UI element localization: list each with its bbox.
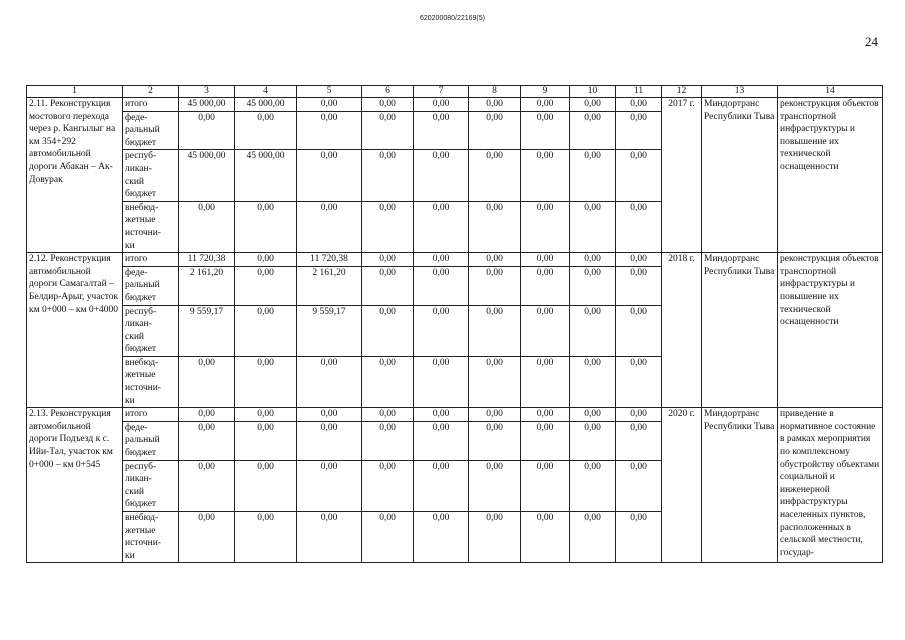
amount-cell: 45 000,00: [179, 150, 235, 201]
amount-cell: 0,00: [297, 98, 362, 112]
amount-cell: 9 559,17: [297, 305, 362, 356]
amount-cell: 0,00: [362, 421, 414, 460]
amount-cell: 0,00: [179, 201, 235, 252]
amount-cell: 0,00: [469, 512, 521, 563]
object-name-cell: 2.11. Реконструкция мостового перехода через р. Кангылыг на км 354+292 автомобильной дороги Абакан – Ак-Довурак: [27, 98, 123, 253]
amount-cell: 45 000,00: [235, 150, 297, 201]
amount-cell: 0,00: [235, 408, 297, 422]
amount-cell: 0,00: [570, 98, 616, 112]
amount-cell: 0,00: [521, 266, 570, 305]
amount-cell: 0,00: [297, 356, 362, 407]
amount-cell: 0,00: [297, 408, 362, 422]
header-cell: 7: [414, 86, 469, 98]
header-cell: 12: [662, 86, 702, 98]
amount-cell: 0,00: [179, 111, 235, 150]
year-cell: 2018 г.: [662, 253, 702, 408]
funding-source-cell: внебюд- жетные источни- ки: [123, 356, 179, 407]
funding-source-cell: итого: [123, 98, 179, 112]
amount-cell: 0,00: [616, 201, 662, 252]
amount-cell: 45 000,00: [179, 98, 235, 112]
amount-cell: 0,00: [235, 111, 297, 150]
header-cell: 8: [469, 86, 521, 98]
amount-cell: 0,00: [570, 201, 616, 252]
amount-cell: 0,00: [235, 356, 297, 407]
amount-cell: 0,00: [570, 408, 616, 422]
table-row: [27, 98, 883, 112]
header-cell: 13: [702, 86, 778, 98]
amount-cell: 0,00: [570, 356, 616, 407]
amount-cell: 0,00: [570, 253, 616, 267]
amount-cell: 0,00: [297, 201, 362, 252]
amount-cell: 0,00: [521, 253, 570, 267]
year-cell: 2020 г.: [662, 408, 702, 563]
amount-cell: 0,00: [469, 201, 521, 252]
funding-source-cell: феде- ральный бюджет: [123, 266, 179, 305]
amount-cell: 0,00: [616, 408, 662, 422]
amount-cell: 0,00: [521, 512, 570, 563]
amount-cell: 0,00: [235, 460, 297, 511]
amount-cell: 0,00: [570, 150, 616, 201]
amount-cell: 0,00: [570, 512, 616, 563]
amount-cell: 0,00: [469, 253, 521, 267]
amount-cell: 0,00: [616, 512, 662, 563]
amount-cell: 0,00: [570, 266, 616, 305]
amount-cell: 0,00: [616, 150, 662, 201]
executor-cell: Миндортранс Республики Тыва: [702, 98, 778, 253]
amount-cell: 0,00: [469, 98, 521, 112]
funding-source-cell: феде- ральный бюджет: [123, 111, 179, 150]
amount-cell: 0,00: [570, 421, 616, 460]
funding-source-cell: респуб- ликан- ский бюджет: [123, 150, 179, 201]
amount-cell: 0,00: [616, 460, 662, 511]
funding-source-cell: внебюд- жетные источни- ки: [123, 201, 179, 252]
amount-cell: 0,00: [414, 305, 469, 356]
header-cell: 11: [616, 86, 662, 98]
amount-cell: 0,00: [235, 512, 297, 563]
amount-cell: 0,00: [616, 356, 662, 407]
amount-cell: 0,00: [179, 460, 235, 511]
funding-source-cell: итого: [123, 253, 179, 267]
amount-cell: 0,00: [469, 356, 521, 407]
document-code: 620200080/22169(5): [419, 15, 485, 22]
amount-cell: 0,00: [469, 266, 521, 305]
header-cell: 4: [235, 86, 297, 98]
amount-cell: 9 559,17: [179, 305, 235, 356]
amount-cell: 0,00: [469, 460, 521, 511]
table-row: [27, 253, 883, 267]
funding-source-cell: феде- ральный бюджет: [123, 421, 179, 460]
header-row: [27, 86, 883, 98]
amount-cell: 0,00: [179, 356, 235, 407]
header-cell: 3: [179, 86, 235, 98]
amount-cell: 0,00: [469, 408, 521, 422]
amount-cell: 0,00: [414, 201, 469, 252]
amount-cell: 0,00: [235, 253, 297, 267]
amount-cell: 0,00: [414, 356, 469, 407]
table-row: [27, 408, 883, 422]
amount-cell: 0,00: [616, 253, 662, 267]
amount-cell: 0,00: [362, 253, 414, 267]
year-cell: 2017 г.: [662, 98, 702, 253]
funding-source-cell: респуб- ликан- ский бюджет: [123, 460, 179, 511]
amount-cell: 0,00: [235, 201, 297, 252]
amount-cell: 0,00: [362, 512, 414, 563]
amount-cell: 0,00: [362, 408, 414, 422]
amount-cell: 0,00: [179, 512, 235, 563]
amount-cell: 0,00: [297, 150, 362, 201]
amount-cell: 0,00: [521, 150, 570, 201]
funding-source-cell: итого: [123, 408, 179, 422]
amount-cell: 0,00: [414, 98, 469, 112]
amount-cell: 0,00: [616, 98, 662, 112]
amount-cell: 0,00: [521, 408, 570, 422]
amount-cell: 0,00: [297, 460, 362, 511]
amount-cell: 0,00: [414, 253, 469, 267]
amount-cell: 0,00: [521, 356, 570, 407]
amount-cell: 0,00: [235, 305, 297, 356]
amount-cell: 0,00: [469, 421, 521, 460]
result-cell: реконструкция объектов транспортной инфраструктуры и повышение их технической оснащенности: [778, 253, 883, 408]
amount-cell: 0,00: [521, 460, 570, 511]
executor-cell: Миндортранс Республики Тыва: [702, 253, 778, 408]
amount-cell: 0,00: [521, 201, 570, 252]
amount-cell: 0,00: [414, 150, 469, 201]
page-number: 24: [865, 34, 878, 49]
amount-cell: 11 720,38: [179, 253, 235, 267]
amount-cell: 0,00: [179, 421, 235, 460]
amount-cell: 0,00: [235, 266, 297, 305]
result-cell: реконструкция объектов транспортной инфраструктуры и повышение их технической оснащенности: [778, 98, 883, 253]
object-name-cell: 2.13. Реконструкция автомобильной дороги Подъезд к с. Ийи-Тал, участок км 0+000 – км 0+545: [27, 408, 123, 563]
funding-source-cell: внебюд- жетные источни- ки: [123, 512, 179, 563]
amount-cell: 2 161,20: [179, 266, 235, 305]
amount-cell: 0,00: [521, 421, 570, 460]
amount-cell: 0,00: [362, 150, 414, 201]
amount-cell: 0,00: [616, 421, 662, 460]
amount-cell: 0,00: [297, 111, 362, 150]
amount-cell: 0,00: [469, 305, 521, 356]
executor-cell: Миндортранс Республики Тыва: [702, 408, 778, 563]
amount-cell: 0,00: [297, 421, 362, 460]
amount-cell: 0,00: [616, 305, 662, 356]
amount-cell: 0,00: [414, 408, 469, 422]
funding-source-cell: респуб- ликан- ский бюджет: [123, 305, 179, 356]
amount-cell: 0,00: [414, 266, 469, 305]
amount-cell: 0,00: [362, 98, 414, 112]
amount-cell: 0,00: [362, 111, 414, 150]
amount-cell: 0,00: [414, 460, 469, 511]
amount-cell: 0,00: [297, 512, 362, 563]
amount-cell: 0,00: [362, 356, 414, 407]
amount-cell: 0,00: [414, 421, 469, 460]
amount-cell: 0,00: [616, 266, 662, 305]
amount-cell: 0,00: [521, 305, 570, 356]
amount-cell: 0,00: [362, 305, 414, 356]
result-cell: приведение в нормативное состояние в рамках мероприятия по комплексному обустройству объектами социальной и инженерной инфраструктуры населенных пунктов, расположенных в сельской местности, государ-: [778, 408, 883, 563]
header-cell: 9: [521, 86, 570, 98]
amount-cell: 0,00: [235, 421, 297, 460]
amount-cell: 45 000,00: [235, 98, 297, 112]
amount-cell: 0,00: [570, 460, 616, 511]
header-cell: 1: [27, 86, 123, 98]
amount-cell: 2 161,20: [297, 266, 362, 305]
header-cell: 10: [570, 86, 616, 98]
amount-cell: 0,00: [179, 408, 235, 422]
object-name-cell: 2.12. Реконструкция автомобильной дороги Самагалтай – Белдир-Арыг, участок км 0+000 – км 0+4000: [27, 253, 123, 408]
amount-cell: 0,00: [616, 111, 662, 150]
amount-cell: 0,00: [521, 98, 570, 112]
header-cell: 6: [362, 86, 414, 98]
amount-cell: 11 720,38: [297, 253, 362, 267]
amount-cell: 0,00: [362, 201, 414, 252]
amount-cell: 0,00: [362, 266, 414, 305]
amount-cell: 0,00: [469, 150, 521, 201]
header-cell: 2: [123, 86, 179, 98]
header-cell: 14: [778, 86, 883, 98]
header-cell: 5: [297, 86, 362, 98]
amount-cell: 0,00: [414, 111, 469, 150]
amount-cell: 0,00: [521, 111, 570, 150]
amount-cell: 0,00: [362, 460, 414, 511]
amount-cell: 0,00: [469, 111, 521, 150]
amount-cell: 0,00: [414, 512, 469, 563]
program-table: [26, 85, 883, 563]
amount-cell: 0,00: [570, 111, 616, 150]
amount-cell: 0,00: [570, 305, 616, 356]
